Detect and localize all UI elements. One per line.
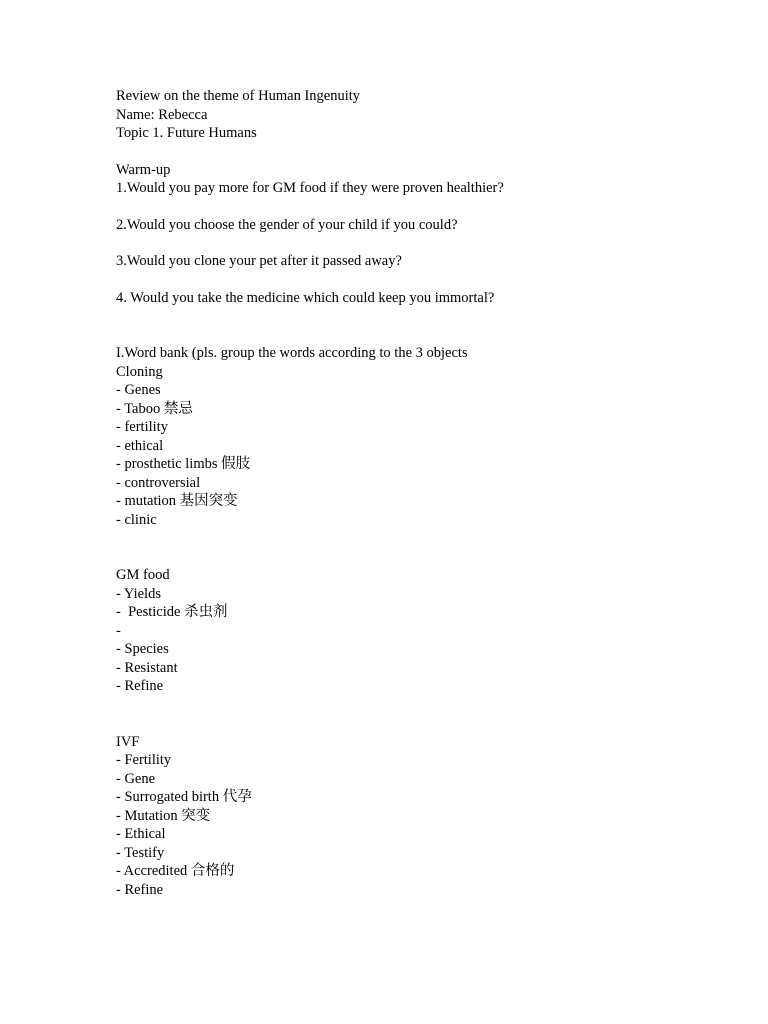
- list-item: - ethical: [116, 437, 164, 454]
- list-item: - Taboo 禁忌: [116, 400, 193, 417]
- list-item: - Testify: [116, 844, 165, 861]
- list-item: - prosthetic limbs 假肢: [116, 456, 251, 472]
- topic-line: Topic 1. Future Humans: [116, 125, 257, 141]
- warmup-question-1: 1.Would you pay more for GM food if they were proven healthier?: [116, 180, 504, 196]
- list-item: - Fertility: [116, 752, 172, 768]
- word-group-cloning: [116, 363, 716, 530]
- list-item: - Pesticide 杀虫剂: [116, 604, 228, 620]
- warmup-question-2: 2.Would you choose the gender of your child if you could?: [116, 216, 458, 233]
- list-item: - clinic: [116, 511, 157, 528]
- list-item: - Ethical: [116, 826, 166, 842]
- list-item: - Surrogated birth 代孕: [116, 789, 252, 805]
- group-label: IVF: [116, 733, 140, 750]
- list-item: - Mutation 突变: [116, 807, 211, 824]
- spacer: [116, 234, 716, 252]
- word-bank-heading: I.Word bank (pls. group the words according to the 3 objects: [116, 345, 468, 361]
- word-group-ivf: [116, 733, 716, 900]
- list-item: - Genes: [116, 382, 161, 398]
- list-item: - Refine: [116, 678, 164, 694]
- group-label: GM food: [116, 567, 170, 583]
- spacer: [116, 529, 716, 566]
- list-item: - mutation 基因突变: [116, 493, 238, 509]
- list-item: - Species: [116, 641, 169, 657]
- warmup-label: Warm-up: [116, 161, 171, 178]
- list-item: - Accredited 合格的: [116, 863, 235, 879]
- list-item: - controversial: [116, 474, 201, 491]
- warmup-question-4: 4. Would you take the medicine which could keep you immortal?: [116, 289, 495, 306]
- list-item: - Yields: [116, 585, 161, 602]
- group-label: Cloning: [116, 363, 163, 380]
- list-item: - fertility: [116, 419, 168, 435]
- document-body: [116, 87, 716, 899]
- spacer: [116, 143, 716, 161]
- student-name: Name: Rebecca: [116, 106, 208, 123]
- spacer: [116, 198, 716, 216]
- document-title: Review on the theme of Human Ingenuity: [116, 88, 361, 104]
- list-item: - Gene: [116, 770, 156, 787]
- spacer: [116, 271, 716, 289]
- spacer: [116, 307, 716, 344]
- warmup-question-3: 3.Would you clone your pet after it passed away?: [116, 253, 402, 269]
- spacer: [116, 696, 716, 733]
- list-item: - Refine: [116, 881, 164, 898]
- list-item: - Resistant: [116, 659, 178, 676]
- word-group-gm-food: [116, 566, 716, 696]
- list-item: -: [116, 622, 121, 639]
